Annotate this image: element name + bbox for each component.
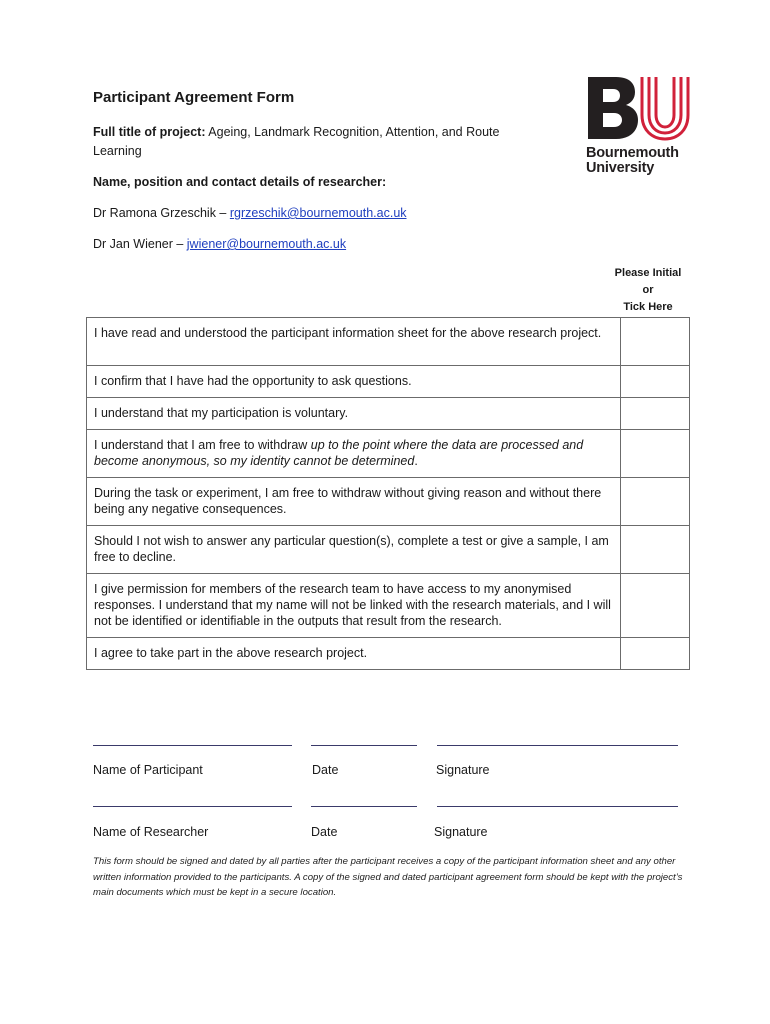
initial-box[interactable] bbox=[621, 574, 690, 638]
statement-row bbox=[87, 318, 690, 366]
initial-box[interactable] bbox=[621, 526, 690, 574]
researcher-signature-label: Signature bbox=[434, 825, 488, 839]
bu-logo-mark bbox=[586, 75, 690, 141]
statement-text: I understand that my participation is voluntary. bbox=[87, 398, 621, 430]
statement-text: I confirm that I have had the opportunity to ask questions. bbox=[87, 366, 621, 398]
logo-line1: Bournemouth bbox=[586, 145, 679, 161]
researcher-1 bbox=[93, 204, 407, 222]
project-title-line2: Learning bbox=[93, 144, 142, 158]
form-title: Participant Agreement Form bbox=[93, 89, 295, 106]
statement-row bbox=[87, 574, 690, 638]
researcher-1-name: Dr Ramona Grzeschik – bbox=[93, 206, 230, 220]
initial-box[interactable] bbox=[621, 430, 690, 478]
footnote: This form should be signed and dated by all parties after the participant receives a copy of the participant information sheet and any other written information provided to the participants. A copy of the signed and dated participant agreement form should be kept with the project’s main documents which must be kept in a secure location. bbox=[93, 856, 683, 898]
statement-text: I agree to take part in the above research project. bbox=[87, 638, 621, 670]
statement-text-italic: up to the point where the data are processed and become anonymous, so my identity cannot be determined bbox=[94, 438, 584, 468]
participant-signature-label: Signature bbox=[436, 763, 490, 777]
initial-box[interactable] bbox=[621, 638, 690, 670]
statement-row bbox=[87, 478, 690, 526]
participant-date-label: Date bbox=[312, 763, 339, 777]
initial-box[interactable] bbox=[621, 366, 690, 398]
researcher-heading: Name, position and contact details of researcher: bbox=[93, 175, 387, 189]
participant-name-line[interactable] bbox=[93, 745, 292, 746]
researcher-2-name: Dr Jan Wiener – bbox=[93, 237, 187, 251]
researcher-signature-line[interactable] bbox=[437, 806, 678, 807]
statement-text-end: . bbox=[414, 454, 418, 468]
initial-box[interactable] bbox=[621, 398, 690, 430]
initial-box[interactable] bbox=[621, 318, 690, 366]
researcher-date-label: Date bbox=[311, 825, 338, 839]
researcher-name-label: Name of Researcher bbox=[93, 825, 209, 839]
statement-row bbox=[87, 430, 690, 478]
tick-header-line2: or bbox=[642, 284, 654, 296]
statement-row bbox=[87, 398, 690, 430]
statement-row bbox=[87, 366, 690, 398]
participant-signature-line[interactable] bbox=[437, 745, 678, 746]
statement-text: I give permission for members of the research team to have access to my anonymised responses. I understand that my name will not be linked with the research materials, and I will not be identified or identifiable in the outputs that result from the research. bbox=[87, 574, 621, 638]
university-logo bbox=[586, 75, 692, 176]
researcher-1-email-link[interactable]: rgrzeschik@bournemouth.ac.uk bbox=[229, 206, 407, 220]
tick-header-line3: Tick Here bbox=[623, 301, 673, 313]
tick-header-line1: Please Initial bbox=[614, 267, 682, 279]
researcher-2 bbox=[93, 235, 346, 253]
statement-text: During the task or experiment, I am free to withdraw without giving reason and without there being any negative consequences. bbox=[87, 478, 621, 526]
researcher-2-email-link[interactable]: jwiener@bournemouth.ac.uk bbox=[186, 237, 347, 251]
participant-date-line[interactable] bbox=[311, 745, 417, 746]
researcher-date-line[interactable] bbox=[311, 806, 417, 807]
statement-text bbox=[87, 430, 621, 478]
statement-row bbox=[87, 526, 690, 574]
statement-text-plain: I understand that I am free to withdraw bbox=[94, 438, 311, 452]
project-title-line1 bbox=[93, 123, 499, 141]
researcher-name-line[interactable] bbox=[93, 806, 292, 807]
tick-column-header bbox=[606, 265, 690, 316]
project-title-text: Ageing, Landmark Recognition, Attention, and Route bbox=[208, 125, 500, 139]
initial-box[interactable] bbox=[621, 478, 690, 526]
participant-name-label: Name of Participant bbox=[93, 763, 203, 777]
statement-row bbox=[87, 638, 690, 670]
project-label: Full title of project: bbox=[93, 125, 206, 139]
statement-text: I have read and understood the participant information sheet for the above research project. bbox=[87, 318, 621, 366]
agreement-table bbox=[86, 317, 690, 670]
logo-line2: University bbox=[586, 160, 655, 176]
statement-text: Should I not wish to answer any particular question(s), complete a test or give a sample, I am free to decline. bbox=[87, 526, 621, 574]
